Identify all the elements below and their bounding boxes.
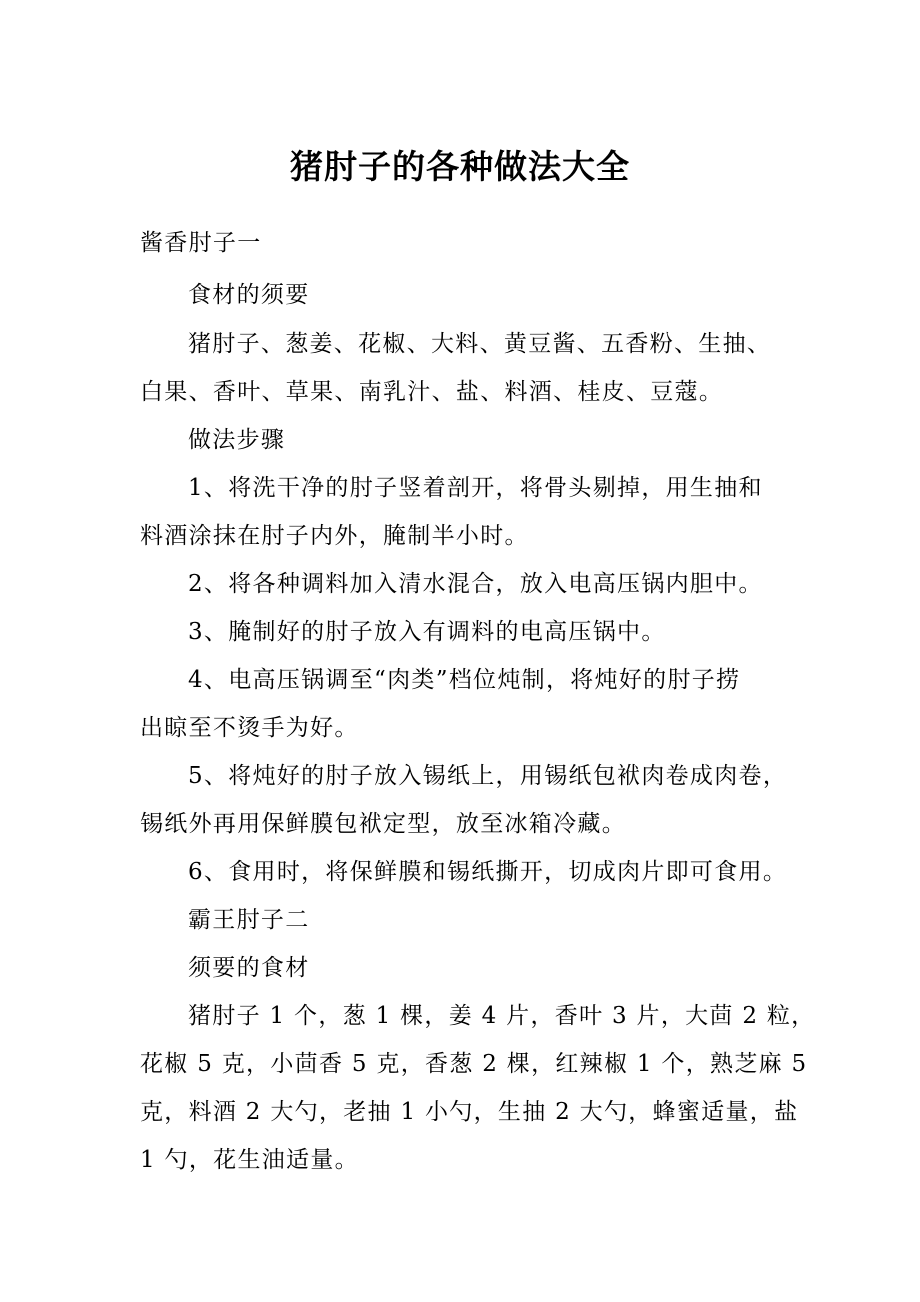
paragraph-line: 料酒涂抹在肘子内外，腌制半小时。 — [140, 523, 529, 549]
paragraph-line: 花椒 5 克，小茴香 5 克，香葱 2 棵，红辣椒 1 个，熟芝麻 5 — [140, 1051, 808, 1077]
document-title: 猪肘子的各种做法大全 — [290, 147, 630, 186]
subheading: 做法步骤 — [188, 427, 286, 453]
paragraph-line: 6、食用时，将保鲜膜和锡纸撕开，切成肉片即可食用。 — [188, 859, 788, 885]
subheading: 食材的须要 — [188, 282, 310, 308]
paragraph-line: 4、电高压锅调至“肉类”档位炖制，将炖好的肘子捞 — [188, 667, 741, 693]
paragraph-line: 猪肘子 1 个，葱 1 棵，姜 4 片，香叶 3 片，大茴 2 粒， — [188, 1003, 816, 1029]
subheading: 须要的食材 — [188, 955, 310, 981]
paragraph-line: 1、将洗干净的肘子竖着剖开，将骨头剔掉，用生抽和 — [188, 475, 763, 501]
section-heading: 霸王肘子二 — [188, 907, 310, 933]
paragraph-line: 5、将炖好的肘子放入锡纸上，用锡纸包袱肉卷成肉卷， — [188, 763, 788, 789]
section-heading: 酱香肘子一 — [140, 230, 262, 256]
paragraph-line: 锡纸外再用保鲜膜包袱定型，放至冰箱冷藏。 — [140, 811, 626, 837]
paragraph-line: 1 勺，花生油适量。 — [140, 1147, 359, 1173]
paragraph-line: 2、将各种调料加入清水混合，放入电高压锅内胆中。 — [188, 571, 763, 597]
paragraph-line: 出晾至不烫手为好。 — [140, 715, 359, 741]
paragraph-line: 3、腌制好的肘子放入有调料的电高压锅中。 — [188, 619, 666, 645]
paragraph-line: 克，料酒 2 大勺，老抽 1 小勺，生抽 2 大勺，蜂蜜适量，盐 — [140, 1099, 799, 1125]
paragraph-line: 猪肘子、葱姜、花椒、大料、黄豆酱、五香粉、生抽、 — [188, 331, 772, 357]
paragraph-line: 白果、香叶、草果、南乳汁、盐、料酒、桂皮、豆蔻。 — [140, 379, 724, 405]
